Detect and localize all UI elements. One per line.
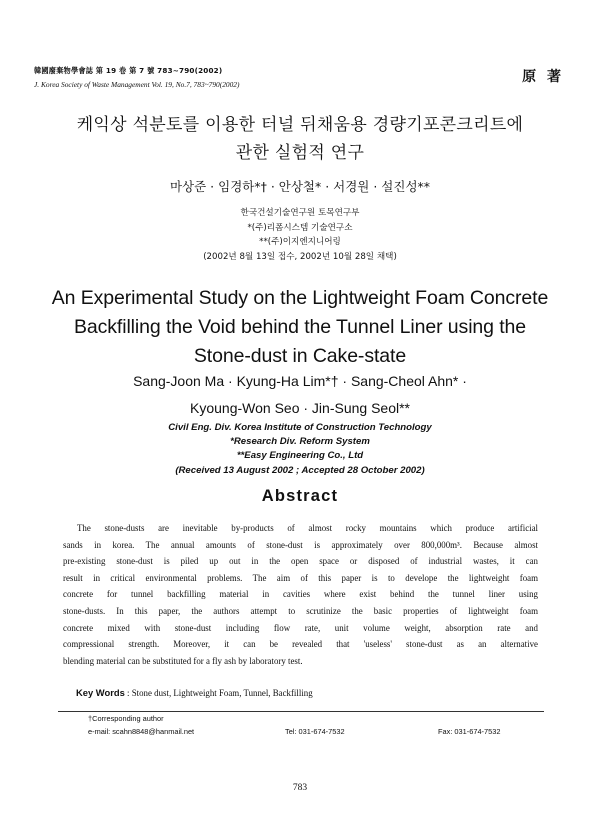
english-affiliation-3: **Easy Engineering Co., Ltd — [236, 450, 364, 462]
korean-received-dates: (2002년 8월 13일 접수, 2002년 10월 28일 채택) — [203, 251, 397, 262]
english-received-dates: (Received 13 August 2002 ; Accepted 28 October 2002) — [175, 464, 425, 476]
korean-title-line-1: 케익상 석분토를 이용한 터널 뒤채움용 경량기포콘크리트에 — [76, 115, 524, 135]
korean-title — [60, 111, 540, 167]
footnote-divider — [58, 711, 544, 712]
korean-affiliation-2: *(주)리폼시스템 기술연구소 — [247, 222, 353, 233]
keywords — [76, 687, 313, 698]
english-authors-line-2: Kyoung-Won Seo · Jin-Sung Seol** — [190, 400, 410, 416]
korean-affiliation-1: 한국건설기술연구원 토목연구부 — [240, 208, 360, 218]
korean-affiliations — [100, 206, 500, 264]
corresponding-author-note: †Corresponding author — [88, 714, 164, 723]
english-title-line-1: An Experimental Study on the Lightweight Foam Concrete — [51, 287, 549, 309]
abstract-line: pre-existing stone-dust is piled up out in the open space or disposed of industrial wastes, it can — [63, 556, 538, 567]
abstract-line: concrete for tunnel backfilling material in cavities where exist behind the tunnel liner using — [63, 589, 538, 600]
journal-citation-korean: 韓國廢棄物學會誌 第 19 卷 第 7 號 783~790(2002) — [34, 66, 223, 75]
abstract-line: sands in korea. The annual amounts of stone-dust is approximately over 800,000m³. Because almost — [63, 539, 538, 550]
corresponding-fax: Fax: 031-674-7532 — [438, 727, 501, 736]
corresponding-email: e-mail: scahn8848@hanmail.net — [88, 727, 195, 736]
english-authors-line-1: Sang-Joon Ma · Kyung-Ha Lim*† · Sang-Cheol Ahn* · — [133, 373, 467, 389]
korean-title-line-2: 관한 실험적 연구 — [235, 143, 365, 163]
english-affiliations — [80, 421, 520, 478]
korean-authors: 마상준 · 임경하*† · 안상철* · 서경원 · 설진성** — [169, 179, 431, 194]
page-number: 783 — [292, 783, 308, 793]
korean-affiliation-3: **(주)이지엔지니어링 — [259, 237, 341, 247]
abstract-body — [63, 520, 538, 669]
keywords-text: : Stone dust, Lightweight Foam, Tunnel, Backfilling — [124, 688, 313, 698]
english-title — [40, 284, 560, 371]
abstract-line: result in critical environmental problems. The aim of this paper is to develope the lightweight foam — [63, 572, 538, 583]
abstract-line: concrete mixed with stone-dust including flow rate, unit volume weight, absorption rate and — [63, 622, 538, 633]
article-type-badge: 原 著 — [522, 69, 564, 85]
english-title-line-3: Stone-dust in Cake-state — [193, 345, 407, 367]
english-title-line-2: Backfilling the Void behind the Tunnel Liner using the — [73, 316, 527, 338]
abstract-line: stone-dusts. In this paper, the authors attempt to scrutinize the basic properties of lightweight foam — [63, 605, 538, 616]
english-authors — [60, 368, 540, 422]
abstract-heading: Abstract — [261, 487, 339, 505]
keywords-label: Key Words — [76, 687, 125, 698]
english-affiliation-2: *Research Div. Reform System — [230, 436, 370, 448]
abstract-line: The stone-dusts are inevitable by-products of almost rocky mountains which produce artificial — [77, 523, 538, 533]
abstract-line: blending material can be substituted for a fly ash by laboratory test. — [63, 655, 303, 666]
journal-citation-english: J. Korea Society of Waste Management Vol. 19, No.7, 783~790(2002) — [34, 80, 240, 89]
abstract-line: compressional strength. Moreover, it can be revealed that 'useless' stone-dust as an alternative — [63, 639, 538, 650]
corresponding-tel: Tel: 031-674-7532 — [285, 727, 345, 736]
english-affiliation-1: Civil Eng. Div. Korea Institute of Construction Technology — [168, 422, 432, 433]
